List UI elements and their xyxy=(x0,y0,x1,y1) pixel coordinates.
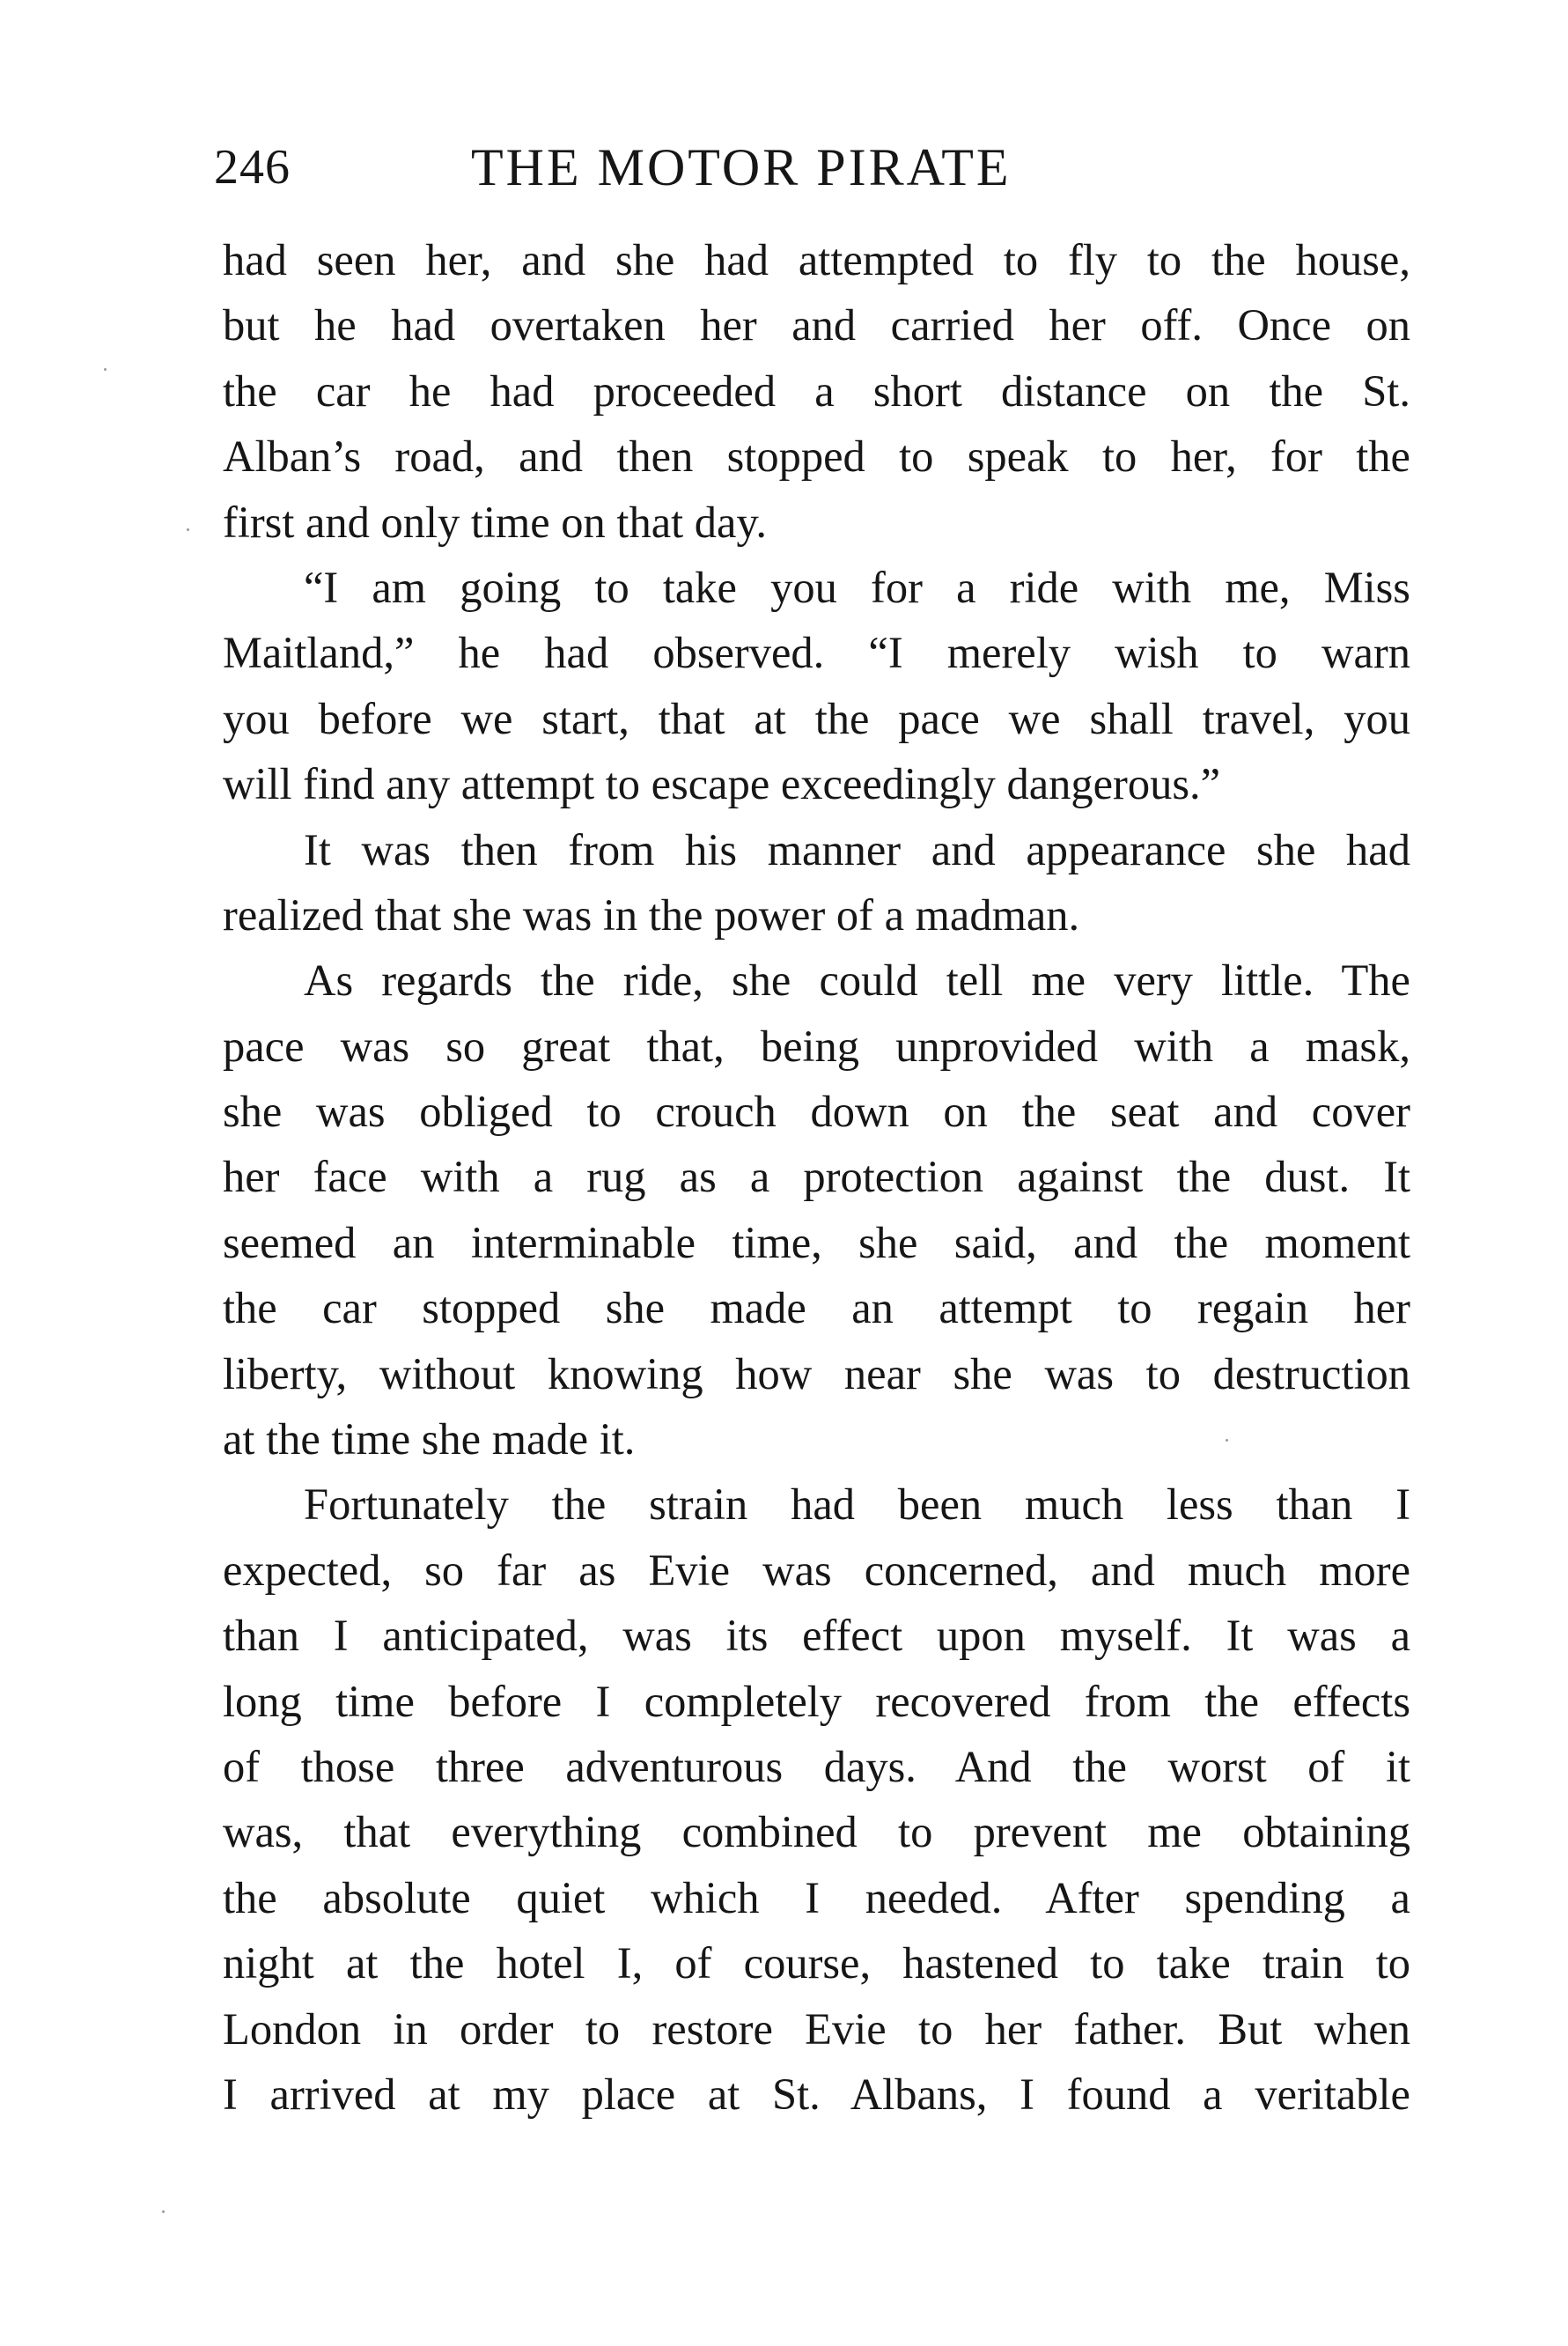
text-line: the absolute quiet which I needed. After spending a xyxy=(223,1872,1410,1922)
text-line: was, that everything combined to prevent me obtaining xyxy=(223,1807,1410,1857)
page-header xyxy=(214,132,1182,203)
text-line: at the time she made it. xyxy=(223,1414,636,1464)
text-line: London in order to restore Evie to her father. But when xyxy=(223,2003,1410,2054)
text-line: Fortunately the strain had been much less than I xyxy=(304,1479,1411,1530)
paper-speck xyxy=(1226,1439,1228,1442)
paper-speck xyxy=(162,2210,165,2213)
text-line: the car he had proceeded a short distance on the St. xyxy=(223,365,1410,416)
text-line: Maitland,” he had observed. “I merely wish to warn xyxy=(223,628,1411,678)
text-line: As regards the ride, she could tell me very little. The xyxy=(304,955,1410,1006)
text-line: you before we start, that at the pace we shall travel, you xyxy=(223,693,1410,743)
text-line: expected, so far as Evie was concerned, and much more xyxy=(223,1545,1410,1595)
text-line: Alban’s road, and then stopped to speak to her, for the xyxy=(223,432,1410,482)
body-text xyxy=(223,227,1410,2127)
text-line: seemed an interminable time, she said, and the moment xyxy=(223,1217,1411,1267)
text-line: but he had overtaken her and carried her off. Once on xyxy=(223,300,1411,350)
text-line: had seen her, and she had attempted to fly to the house, xyxy=(223,235,1410,284)
text-line: pace was so great that, being unprovided with a mask, xyxy=(223,1021,1410,1071)
page-number: 246 xyxy=(214,140,291,195)
text-line: “I am going to take you for a ride with me, Miss xyxy=(304,562,1410,612)
text-line: than I anticipated, was its effect upon myself. It was a xyxy=(223,1611,1410,1661)
text-line: will find any attempt to escape exceedingly dangerous.” xyxy=(223,759,1221,809)
text-line: she was obliged to crouch down on the seat and cover xyxy=(223,1087,1410,1137)
text-line: realized that she was in the power of a madman. xyxy=(223,889,1080,940)
text-line: long time before I completely recovered from the effects xyxy=(223,1676,1410,1726)
text-line: first and only time on that day. xyxy=(223,497,768,547)
text-line: the car stopped she made an attempt to regain her xyxy=(223,1283,1410,1333)
text-line: It was then from his manner and appearance she had xyxy=(304,824,1410,874)
text-line: of those three adventurous days. And the worst of it xyxy=(223,1741,1411,1791)
text-line: liberty, without knowing how near she was to destruction xyxy=(223,1348,1411,1398)
running-title: THE MOTOR PIRATE xyxy=(471,138,1012,196)
text-line: night at the hotel I, of course, hastened to take train to xyxy=(223,1938,1411,1988)
text-line: I arrived at my place at St. Albans, I found a veritable xyxy=(223,2069,1410,2119)
text-line: her face with a rug as a protection against the dust. It xyxy=(223,1152,1411,1202)
paper-speck xyxy=(187,528,189,531)
paper-speck xyxy=(104,368,107,371)
